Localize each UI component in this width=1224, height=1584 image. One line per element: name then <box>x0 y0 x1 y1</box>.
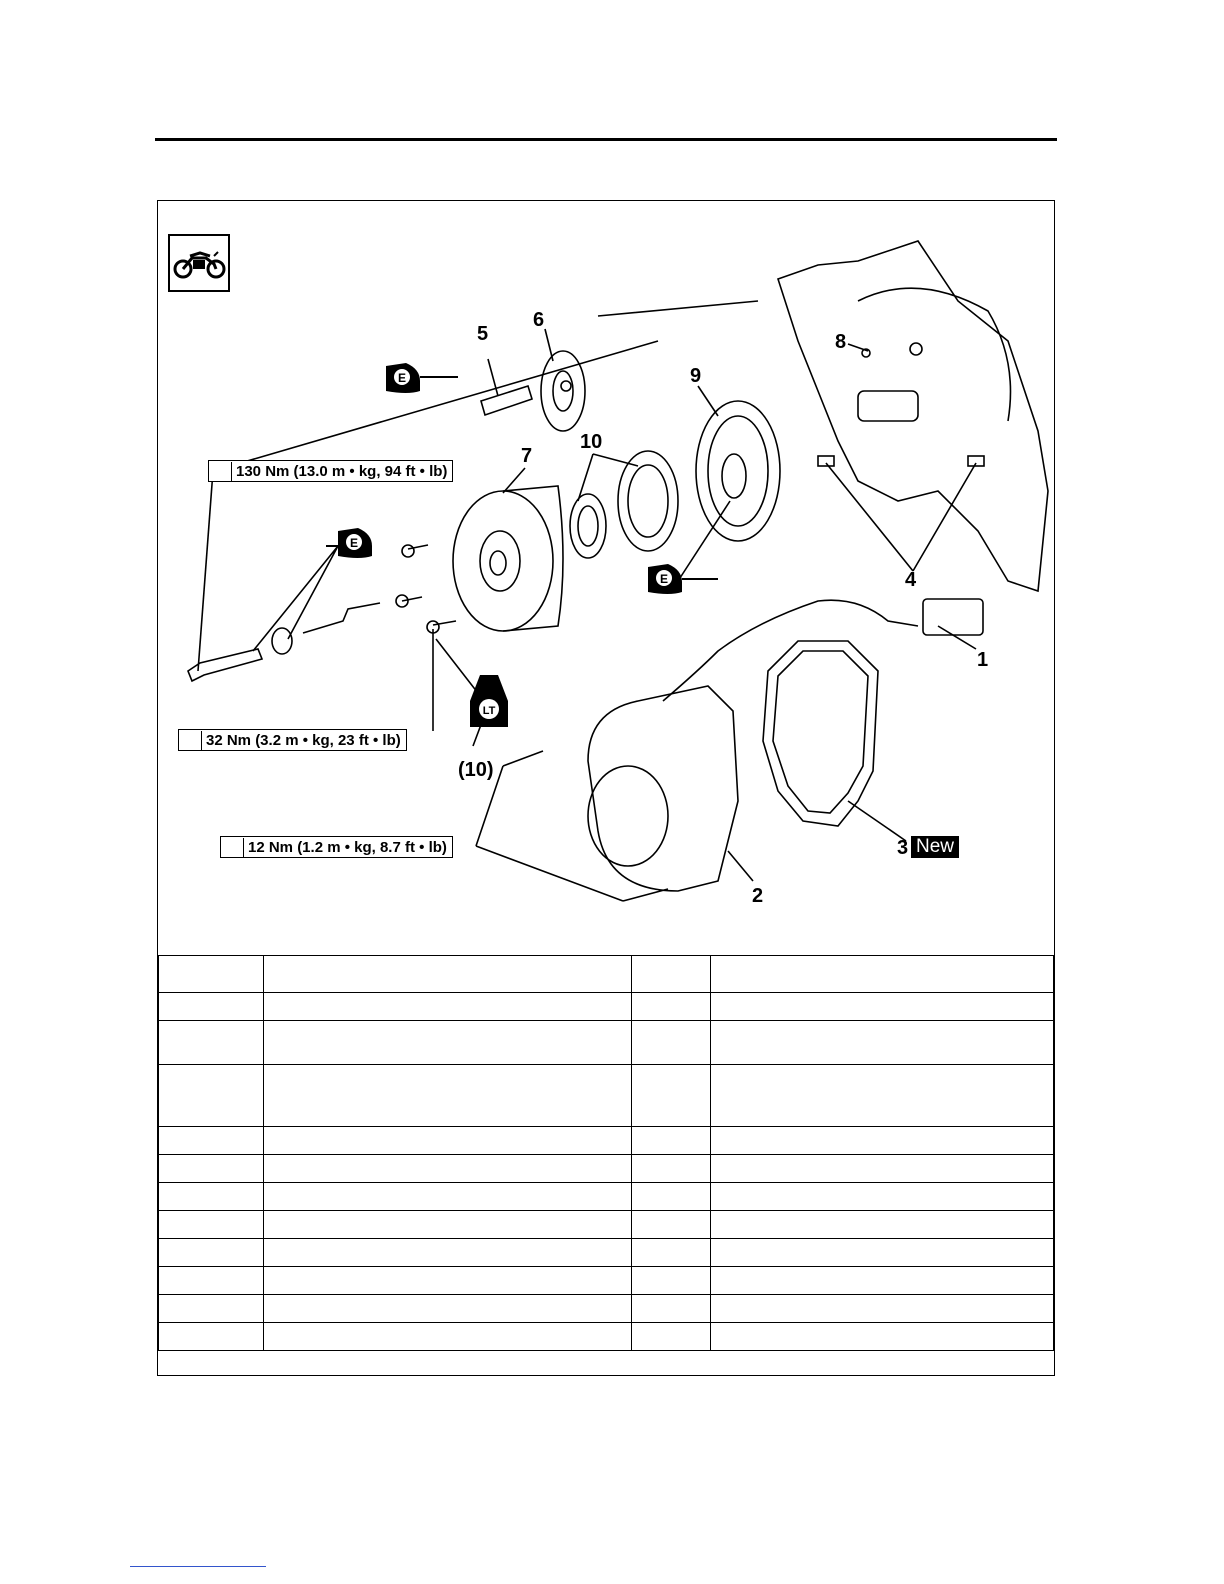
header-rule <box>155 138 1057 141</box>
torque-wrench-icon <box>209 462 232 481</box>
washer <box>272 628 292 654</box>
callout-6: 6 <box>533 309 545 331</box>
table-row <box>159 1021 1054 1065</box>
part-6-gear <box>541 351 585 431</box>
table-row <box>159 1211 1054 1239</box>
torque-wrench-icon <box>221 838 244 857</box>
table-row <box>159 1127 1054 1155</box>
table-row <box>159 956 1054 993</box>
svg-text:E: E <box>397 371 407 385</box>
callout-3: 3 <box>897 837 909 859</box>
torque-spec-130nm: 130 Nm (13.0 m • kg, 94 ft • lb) <box>208 460 453 482</box>
new-badge: New <box>911 836 959 858</box>
engine-oil-icon-3 <box>648 564 718 594</box>
crankcase-outline <box>778 241 1048 591</box>
callout-2: 2 <box>752 885 764 907</box>
callout-5: 5 <box>477 323 489 345</box>
svg-text:LT: LT <box>482 705 496 717</box>
table-row <box>159 1295 1054 1323</box>
wire-harness <box>663 600 918 701</box>
table-row <box>159 1065 1054 1127</box>
callout-10: 10 <box>580 431 603 453</box>
table-row <box>159 1323 1054 1351</box>
footer-link-underline <box>130 1566 266 1567</box>
callout-1: 1 <box>977 649 989 671</box>
callout-8: 8 <box>835 331 847 353</box>
table-row <box>159 1155 1054 1183</box>
parts-table <box>158 955 1054 1351</box>
bolt-12nm-upper <box>503 751 543 766</box>
torque-spec-32nm: 32 Nm (3.2 m • kg, 23 ft • lb) <box>178 729 407 751</box>
callout-9: 9 <box>690 365 702 387</box>
callout-7: 7 <box>521 445 533 467</box>
svg-text:E: E <box>349 536 359 550</box>
callout-4: 4 <box>905 569 917 591</box>
part-1-connector <box>923 599 983 635</box>
table-row <box>159 1267 1054 1295</box>
engine-oil-icon-1 <box>386 363 458 393</box>
table-row <box>159 1239 1054 1267</box>
part-10-clutch-housing <box>618 451 678 551</box>
bolt-12nm-lower <box>623 889 668 901</box>
table-row <box>159 993 1054 1021</box>
part-7-rotor <box>453 491 553 631</box>
locking-agent-icon <box>470 675 508 727</box>
svg-text:E: E <box>659 572 669 586</box>
part-10-one-way-clutch <box>570 494 606 558</box>
callout-10-paren: (10) <box>458 759 494 781</box>
table-row <box>159 1183 1054 1211</box>
torque-wrench-icon <box>179 731 202 750</box>
woodruff-key <box>303 603 380 633</box>
torque-spec-12nm: 12 Nm (1.2 m • kg, 8.7 ft • lb) <box>220 836 453 858</box>
